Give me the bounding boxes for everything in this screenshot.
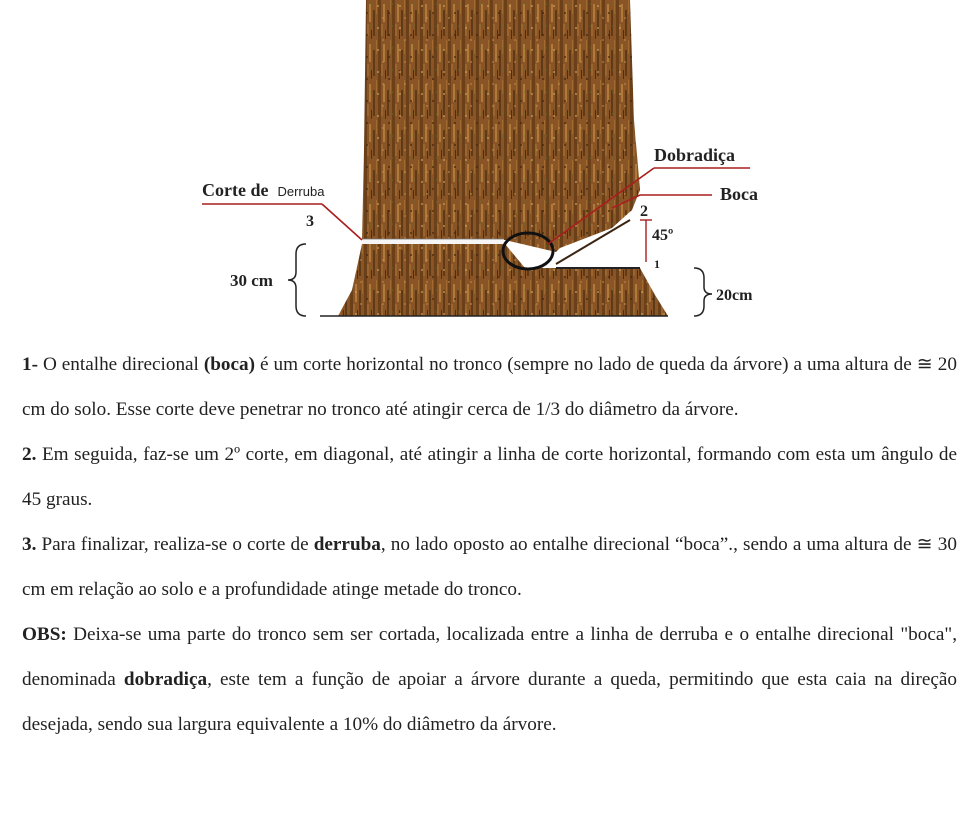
obs-paragraph: [22, 612, 957, 747]
hinge-label: Dobradiça: [654, 145, 735, 165]
felling-cut-leader-diag: [322, 204, 362, 240]
step-2-number: 2.: [22, 444, 37, 465]
notch-label: Boca: [720, 184, 758, 204]
step-3-bold: derruba: [313, 534, 381, 555]
obs-label: OBS:: [22, 624, 67, 645]
instructions-text: [22, 342, 957, 747]
felling-cut-label: Corte de Derruba: [202, 180, 325, 200]
obs-text-a: Deixa-se uma parte do tronco sem ser cortada, localizada entre a linha de derruba e o entalhe direcional "boca", denominada: [22, 624, 957, 690]
number-1-label: 1: [654, 257, 660, 271]
angle-label: 45º: [652, 227, 674, 244]
step-3-text-b: , no lado oposto ao entalhe direcional “boca”., sendo a uma altura de ≅ 30 cm em relação ao solo e a profundidade atinge metade do tronco.: [22, 534, 957, 600]
step-3-number: 3.: [22, 534, 37, 555]
height-20cm-label: 20cm: [716, 287, 753, 304]
number-3-label: 3: [306, 213, 314, 230]
brace-20cm: [694, 268, 712, 316]
obs-bold: dobradiça: [123, 669, 208, 690]
step-1-number: 1-: [22, 354, 38, 375]
number-2-label: 2: [640, 203, 648, 220]
height-30cm-label: 30 cm: [230, 271, 273, 290]
tree-trunk-upper-speckle: [362, 0, 640, 252]
step-1-text-b: é um corte horizontal no tronco (sempre no lado de queda da árvore) a uma altura de ≅ 20 cm do solo. Esse corte deve penetrar no tronco até atingir cerca de 1/3 do diâmetro da árvore.: [22, 354, 957, 420]
step-1-paragraph: [22, 342, 957, 432]
obs-text-b: , este tem a função de apoiar a árvore durante a queda, permitindo que esta caia na direção desejada, sendo sua largura equivalente a 10% do diâmetro da árvore.: [22, 669, 957, 735]
felling-cut-line: [362, 239, 504, 244]
step-1-text-a: O entalhe direcional: [37, 354, 204, 375]
brace-30cm: [288, 244, 306, 316]
step-2-text: Em seguida, faz-se um 2º corte, em diagonal, até atingir a linha de corte horizontal, formando com esta um ângulo de 45 graus.: [22, 444, 957, 510]
step-2-paragraph: [22, 432, 957, 522]
step-1-bold: (boca): [203, 354, 256, 375]
step-3-text-a: Para finalizar, realiza-se o corte de: [36, 534, 314, 555]
step-3-paragraph: [22, 522, 957, 612]
tree-cut-diagram: [0, 0, 980, 330]
